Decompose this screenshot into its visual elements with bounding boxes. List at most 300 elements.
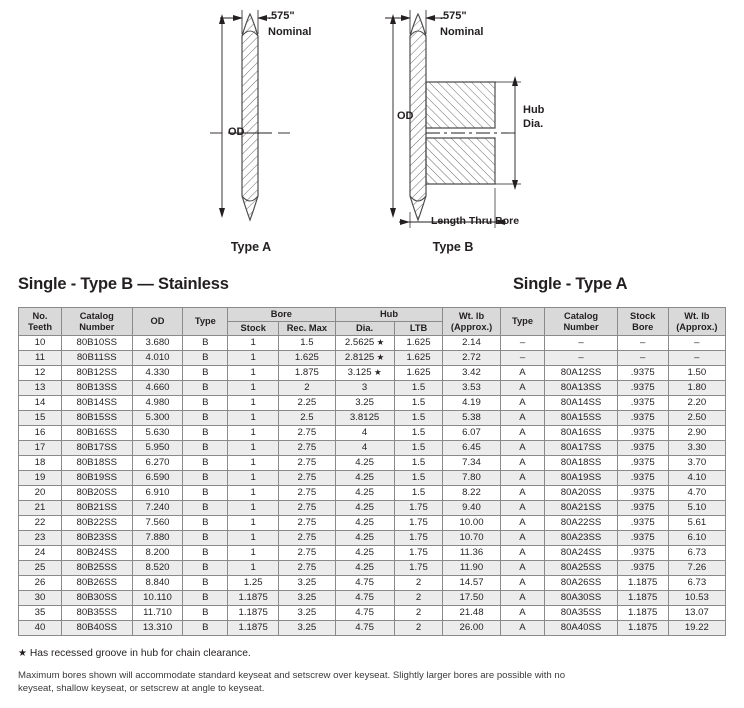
cell-weight: 11.90 xyxy=(443,561,500,576)
cell-hub-dia: 4.25 xyxy=(335,456,394,471)
cell-bore-recmax: 2.25 xyxy=(279,396,335,411)
cell-od: 8.520 xyxy=(132,561,183,576)
cell-type-a: A xyxy=(500,411,545,426)
cell-weight-a: 6.73 xyxy=(668,576,725,591)
cell-catalog: 80B18SS xyxy=(62,456,132,471)
cell-type: B xyxy=(183,621,228,636)
table-row xyxy=(19,381,726,396)
cell-bore-recmax: 2.75 xyxy=(279,561,335,576)
cell-type: B xyxy=(183,486,228,501)
cell-hub-dia: 4.25 xyxy=(335,561,394,576)
cell-od: 4.010 xyxy=(132,351,183,366)
cell-weight: 6.07 xyxy=(443,426,500,441)
recessed-groove-star-icon: ★ xyxy=(374,351,385,362)
cell-hub-dia: 3.125 ★ xyxy=(335,366,394,381)
table-row xyxy=(19,546,726,561)
cell-bore-stock: 1 xyxy=(228,366,279,381)
cell-hub-ltb: 1.625 xyxy=(394,366,443,381)
type-b-nominal-dim: .575" xyxy=(440,10,467,22)
type-a-nominal-word: Nominal xyxy=(268,26,312,38)
ltb-label: Length Thru Bore xyxy=(430,215,520,227)
cell-od: 8.200 xyxy=(132,546,183,561)
cell-hub-dia: 4 xyxy=(335,441,394,456)
cell-type: B xyxy=(183,531,228,546)
cell-hub-dia: 3.8125 xyxy=(335,411,394,426)
cell-type: B xyxy=(183,396,228,411)
table-row xyxy=(19,591,726,606)
cell-bore-recmax: 3.25 xyxy=(279,606,335,621)
th-weight-l1: Wt. lb xyxy=(458,311,485,322)
cell-catalog: 80B11SS xyxy=(62,351,132,366)
cell-od: 3.680 xyxy=(132,336,183,351)
cell-weight-a: 3.70 xyxy=(668,456,725,471)
cell-stock-bore: .9375 xyxy=(617,501,668,516)
th-group-bore: Bore xyxy=(228,308,335,322)
cell-od: 4.980 xyxy=(132,396,183,411)
cell-stock-bore: 1.1875 xyxy=(617,576,668,591)
th-od: OD xyxy=(132,308,183,336)
cell-weight: 11.36 xyxy=(443,546,500,561)
th-weight xyxy=(443,308,500,336)
cell-teeth: 16 xyxy=(19,426,62,441)
section-title-type-a: Single - Type A xyxy=(513,275,628,293)
th-weight-a xyxy=(668,308,725,336)
cell-teeth: 24 xyxy=(19,546,62,561)
table-row xyxy=(19,396,726,411)
cell-catalog-a: 80A23SS xyxy=(545,531,617,546)
cell-hub-ltb: 2 xyxy=(394,576,443,591)
cell-bore-recmax: 2.75 xyxy=(279,501,335,516)
cell-teeth: 23 xyxy=(19,531,62,546)
cell-stock-bore: 1.1875 xyxy=(617,606,668,621)
th-hub-dia: Dia. xyxy=(335,322,394,336)
cell-hub-ltb: 2 xyxy=(394,621,443,636)
cell-teeth: 14 xyxy=(19,396,62,411)
table-row xyxy=(19,516,726,531)
cell-hub-ltb: 1.75 xyxy=(394,531,443,546)
cell-stock-bore: .9375 xyxy=(617,546,668,561)
cell-catalog-a: 80A21SS xyxy=(545,501,617,516)
cell-hub-ltb: 1.5 xyxy=(394,426,443,441)
cell-hub-dia: 4.25 xyxy=(335,486,394,501)
cell-type-a: A xyxy=(500,516,545,531)
cell-stock-bore: .9375 xyxy=(617,486,668,501)
th-catalog-a-l1: Catalog xyxy=(563,311,599,322)
table-row xyxy=(19,456,726,471)
cell-od: 8.840 xyxy=(132,576,183,591)
th-weight-l2: (Approx.) xyxy=(450,321,493,332)
cell-catalog-a: 80A22SS xyxy=(545,516,617,531)
cell-weight-a: 5.61 xyxy=(668,516,725,531)
cell-weight-a: 6.73 xyxy=(668,546,725,561)
cell-stock-bore: .9375 xyxy=(617,531,668,546)
table-row xyxy=(19,561,726,576)
cell-catalog-a: 80A30SS xyxy=(545,591,617,606)
table-body xyxy=(19,336,726,636)
cell-type: B xyxy=(183,591,228,606)
cell-bore-recmax: 2.75 xyxy=(279,441,335,456)
type-a-caption: Type A xyxy=(230,240,272,254)
cell-type-a: – xyxy=(500,336,545,351)
cell-catalog-a: 80A25SS xyxy=(545,561,617,576)
cell-type-a: A xyxy=(500,456,545,471)
cell-weight-a: 13.07 xyxy=(668,606,725,621)
cell-bore-stock: 1 xyxy=(228,396,279,411)
bore-footnote-text: Maximum bores shown will accommodate standard keyseat and setscrew over keyseat. Slightly larger bores are possible with no keyseat, shallow keyseat, or setscrew at angle to keyseat. xyxy=(18,670,566,695)
cell-stock-bore: 1.1875 xyxy=(617,591,668,606)
cell-type: B xyxy=(183,501,228,516)
cell-weight-a: 3.30 xyxy=(668,441,725,456)
cell-hub-ltb: 1.5 xyxy=(394,396,443,411)
cell-weight: 4.19 xyxy=(443,396,500,411)
cell-catalog: 80B16SS xyxy=(62,426,132,441)
th-type: Type xyxy=(183,308,228,336)
th-type-a: Type xyxy=(500,308,545,336)
star-footnote xyxy=(18,648,578,659)
cell-type: B xyxy=(183,426,228,441)
cell-weight-a: 2.20 xyxy=(668,396,725,411)
cell-type: B xyxy=(183,381,228,396)
cell-type-a: A xyxy=(500,441,545,456)
type-b-od-label: OD xyxy=(397,110,414,122)
cell-type: B xyxy=(183,516,228,531)
cell-weight: 5.38 xyxy=(443,411,500,426)
spec-table-wrapper xyxy=(18,307,726,636)
cell-od: 4.660 xyxy=(132,381,183,396)
table-row xyxy=(19,471,726,486)
cell-od: 4.330 xyxy=(132,366,183,381)
cell-od: 5.630 xyxy=(132,426,183,441)
cell-teeth: 18 xyxy=(19,456,62,471)
cell-stock-bore: – xyxy=(617,351,668,366)
footnotes xyxy=(18,648,578,695)
th-catalog-a xyxy=(545,308,617,336)
table-row xyxy=(19,366,726,381)
star-footnote-text: Has recessed groove in hub for chain clearance. xyxy=(29,648,251,659)
cell-catalog-a: 80A18SS xyxy=(545,456,617,471)
cell-bore-stock: 1 xyxy=(228,426,279,441)
hub-dia-label-line2: Dia. xyxy=(523,118,544,130)
cell-type: B xyxy=(183,576,228,591)
cell-stock-bore: .9375 xyxy=(617,516,668,531)
table-row xyxy=(19,501,726,516)
od-dimension-b xyxy=(390,14,396,218)
cell-catalog: 80B21SS xyxy=(62,501,132,516)
table-row xyxy=(19,441,726,456)
cell-bore-recmax: 2.75 xyxy=(279,426,335,441)
cell-hub-dia: 4.25 xyxy=(335,471,394,486)
hub-section-lower xyxy=(426,138,495,184)
cell-weight-a: – xyxy=(668,336,725,351)
cell-hub-ltb: 1.75 xyxy=(394,516,443,531)
cell-type-a: A xyxy=(500,606,545,621)
cell-catalog: 80B20SS xyxy=(62,486,132,501)
cell-catalog: 80B19SS xyxy=(62,471,132,486)
cell-weight: 6.45 xyxy=(443,441,500,456)
cell-type-a: A xyxy=(500,546,545,561)
table-row xyxy=(19,606,726,621)
cell-od: 10.110 xyxy=(132,591,183,606)
cell-weight-a: 6.10 xyxy=(668,531,725,546)
cell-hub-dia: 4 xyxy=(335,426,394,441)
table-row xyxy=(19,411,726,426)
cell-catalog-a: 80A20SS xyxy=(545,486,617,501)
star-icon: ★ xyxy=(18,648,27,659)
th-group-hub: Hub xyxy=(335,308,443,322)
cell-catalog-a: 80A16SS xyxy=(545,426,617,441)
cell-catalog-a: 80A40SS xyxy=(545,621,617,636)
th-catalog-l2: Number xyxy=(79,321,115,332)
cell-hub-dia: 4.25 xyxy=(335,501,394,516)
cell-weight-a: – xyxy=(668,351,725,366)
cell-stock-bore: .9375 xyxy=(617,411,668,426)
cell-hub-dia: 4.25 xyxy=(335,516,394,531)
cell-catalog-a: 80A12SS xyxy=(545,366,617,381)
cell-type-a: – xyxy=(500,351,545,366)
cell-bore-stock: 1.1875 xyxy=(228,591,279,606)
cell-type: B xyxy=(183,336,228,351)
cell-type: B xyxy=(183,561,228,576)
cell-teeth: 12 xyxy=(19,366,62,381)
cell-hub-dia: 4.75 xyxy=(335,576,394,591)
hub-dia-label-line1: Hub xyxy=(523,104,545,116)
cell-type: B xyxy=(183,471,228,486)
cell-type-a: A xyxy=(500,576,545,591)
cell-type-a: A xyxy=(500,501,545,516)
cell-teeth: 26 xyxy=(19,576,62,591)
cell-weight-a: 5.10 xyxy=(668,501,725,516)
cell-teeth: 10 xyxy=(19,336,62,351)
cell-catalog: 80B25SS xyxy=(62,561,132,576)
table-row xyxy=(19,426,726,441)
table-row xyxy=(19,576,726,591)
cell-teeth: 20 xyxy=(19,486,62,501)
table-head xyxy=(19,308,726,336)
cell-hub-dia: 3.25 xyxy=(335,396,394,411)
cell-catalog: 80B26SS xyxy=(62,576,132,591)
cell-type-a: A xyxy=(500,621,545,636)
cell-weight-a: 1.80 xyxy=(668,381,725,396)
cell-hub-dia: 3 xyxy=(335,381,394,396)
cell-hub-dia: 4.75 xyxy=(335,621,394,636)
cell-hub-dia: 4.25 xyxy=(335,531,394,546)
cell-type-a: A xyxy=(500,561,545,576)
cell-hub-ltb: 2 xyxy=(394,606,443,621)
cell-stock-bore: – xyxy=(617,336,668,351)
cell-od: 13.310 xyxy=(132,621,183,636)
cell-bore-stock: 1.1875 xyxy=(228,606,279,621)
diagram-area xyxy=(0,0,744,258)
cell-type-a: A xyxy=(500,531,545,546)
cell-hub-ltb: 1.5 xyxy=(394,441,443,456)
cell-type-a: A xyxy=(500,471,545,486)
cell-bore-recmax: 2.75 xyxy=(279,516,335,531)
cell-hub-dia: 2.5625 ★ xyxy=(335,336,394,351)
cell-bore-stock: 1 xyxy=(228,531,279,546)
cell-stock-bore: .9375 xyxy=(617,426,668,441)
cell-hub-ltb: 1.5 xyxy=(394,456,443,471)
cell-catalog: 80B10SS xyxy=(62,336,132,351)
cell-hub-dia: 2.8125 ★ xyxy=(335,351,394,366)
cell-bore-recmax: 2 xyxy=(279,381,335,396)
cell-catalog: 80B13SS xyxy=(62,381,132,396)
cell-catalog: 80B22SS xyxy=(62,516,132,531)
cell-teeth: 17 xyxy=(19,441,62,456)
section-title-type-b: Single - Type B — Stainless xyxy=(18,275,229,293)
table-row xyxy=(19,621,726,636)
cell-type: B xyxy=(183,441,228,456)
table-row xyxy=(19,531,726,546)
cell-bore-stock: 1 xyxy=(228,456,279,471)
recessed-groove-star-icon: ★ xyxy=(371,366,382,377)
table-row xyxy=(19,351,726,366)
cell-weight: 8.22 xyxy=(443,486,500,501)
cell-catalog: 80B30SS xyxy=(62,591,132,606)
cell-bore-stock: 1 xyxy=(228,486,279,501)
cell-weight: 2.14 xyxy=(443,336,500,351)
th-stock-bore-l1: Stock xyxy=(630,311,656,322)
cell-catalog: 80B17SS xyxy=(62,441,132,456)
cell-type: B xyxy=(183,456,228,471)
cell-weight: 3.53 xyxy=(443,381,500,396)
od-dimension xyxy=(219,14,225,218)
cell-teeth: 13 xyxy=(19,381,62,396)
cell-od: 5.950 xyxy=(132,441,183,456)
cell-type-a: A xyxy=(500,366,545,381)
cell-weight-a: 10.53 xyxy=(668,591,725,606)
cell-catalog: 80B14SS xyxy=(62,396,132,411)
cell-bore-recmax: 2.5 xyxy=(279,411,335,426)
th-stock-bore xyxy=(617,308,668,336)
cell-teeth: 19 xyxy=(19,471,62,486)
cell-teeth: 35 xyxy=(19,606,62,621)
cell-bore-recmax: 2.75 xyxy=(279,546,335,561)
th-hub-ltb: LTB xyxy=(394,322,443,336)
cell-bore-stock: 1 xyxy=(228,411,279,426)
cell-weight: 17.50 xyxy=(443,591,500,606)
table-row xyxy=(19,486,726,501)
cell-stock-bore: .9375 xyxy=(617,561,668,576)
th-bore-recmax: Rec. Max xyxy=(279,322,335,336)
cell-catalog-a: 80A19SS xyxy=(545,471,617,486)
cell-catalog: 80B15SS xyxy=(62,411,132,426)
cell-type-a: A xyxy=(500,426,545,441)
cell-stock-bore: .9375 xyxy=(617,396,668,411)
cell-stock-bore: .9375 xyxy=(617,456,668,471)
cell-bore-recmax: 2.75 xyxy=(279,456,335,471)
cell-hub-ltb: 2 xyxy=(394,591,443,606)
cell-teeth: 30 xyxy=(19,591,62,606)
th-weight-a-l2: (Approx.) xyxy=(676,321,718,332)
th-stock-bore-l2: Bore xyxy=(632,321,654,332)
type-a-od-label: OD xyxy=(228,126,245,138)
type-a-drawing xyxy=(150,0,370,236)
cell-bore-stock: 1 xyxy=(228,441,279,456)
cell-hub-dia: 4.75 xyxy=(335,591,394,606)
cell-teeth: 21 xyxy=(19,501,62,516)
section-headings xyxy=(0,275,744,305)
cell-bore-recmax: 2.75 xyxy=(279,531,335,546)
type-b-nominal-word: Nominal xyxy=(440,26,484,38)
th-teeth-l2: Teeth xyxy=(27,321,53,332)
th-bore-stock: Stock xyxy=(228,322,279,336)
th-teeth xyxy=(19,308,62,336)
cell-hub-dia: 4.75 xyxy=(335,606,394,621)
cell-catalog-a: 80A14SS xyxy=(545,396,617,411)
cell-type-a: A xyxy=(500,396,545,411)
cell-od: 6.590 xyxy=(132,471,183,486)
table-group-header-row xyxy=(19,308,726,322)
cell-bore-recmax: 1.5 xyxy=(279,336,335,351)
cell-weight-a: 4.70 xyxy=(668,486,725,501)
cell-weight: 10.00 xyxy=(443,516,500,531)
cell-bore-stock: 1 xyxy=(228,381,279,396)
cell-stock-bore: .9375 xyxy=(617,366,668,381)
cell-teeth: 25 xyxy=(19,561,62,576)
cell-hub-ltb: 1.5 xyxy=(394,381,443,396)
cell-od: 6.910 xyxy=(132,486,183,501)
cell-weight: 10.70 xyxy=(443,531,500,546)
cell-bore-stock: 1 xyxy=(228,546,279,561)
cell-weight-a: 4.10 xyxy=(668,471,725,486)
table-row xyxy=(19,336,726,351)
cell-hub-ltb: 1.5 xyxy=(394,486,443,501)
cell-catalog: 80B35SS xyxy=(62,606,132,621)
cell-hub-ltb: 1.5 xyxy=(394,411,443,426)
type-b-caption: Type B xyxy=(432,240,474,254)
cell-stock-bore: .9375 xyxy=(617,381,668,396)
cell-weight: 26.00 xyxy=(443,621,500,636)
type-b-drawing xyxy=(355,0,595,236)
cell-catalog-a: 80A35SS xyxy=(545,606,617,621)
cell-bore-stock: 1 xyxy=(228,561,279,576)
cell-weight-a: 7.26 xyxy=(668,561,725,576)
th-weight-a-l1: Wt. lb xyxy=(684,311,710,322)
sprocket-plate-section xyxy=(242,14,258,220)
cell-hub-ltb: 1.625 xyxy=(394,336,443,351)
cell-bore-recmax: 3.25 xyxy=(279,576,335,591)
cell-catalog: 80B24SS xyxy=(62,546,132,561)
cell-type-a: A xyxy=(500,381,545,396)
cell-hub-dia: 4.25 xyxy=(335,546,394,561)
cell-catalog: 80B23SS xyxy=(62,531,132,546)
cell-type: B xyxy=(183,366,228,381)
cell-catalog-a: 80A26SS xyxy=(545,576,617,591)
cell-catalog-a: 80A17SS xyxy=(545,441,617,456)
cell-hub-ltb: 1.5 xyxy=(394,471,443,486)
cell-bore-recmax: 3.25 xyxy=(279,621,335,636)
cell-weight-a: 2.90 xyxy=(668,426,725,441)
cell-catalog: 80B40SS xyxy=(62,621,132,636)
cell-weight: 14.57 xyxy=(443,576,500,591)
cell-stock-bore: 1.1875 xyxy=(617,621,668,636)
cell-type: B xyxy=(183,411,228,426)
cell-weight: 7.34 xyxy=(443,456,500,471)
cell-weight: 7.80 xyxy=(443,471,500,486)
cell-catalog: 80B12SS xyxy=(62,366,132,381)
type-a-nominal-dim: .575" xyxy=(268,10,295,22)
cell-catalog-a: – xyxy=(545,351,617,366)
cell-teeth: 11 xyxy=(19,351,62,366)
cell-od: 7.880 xyxy=(132,531,183,546)
cell-weight: 9.40 xyxy=(443,501,500,516)
cell-type-a: A xyxy=(500,486,545,501)
cell-type: B xyxy=(183,606,228,621)
cell-catalog-a: 80A13SS xyxy=(545,381,617,396)
cell-type-a: A xyxy=(500,591,545,606)
sprocket-spec-table xyxy=(18,307,726,636)
cell-weight-a: 1.50 xyxy=(668,366,725,381)
